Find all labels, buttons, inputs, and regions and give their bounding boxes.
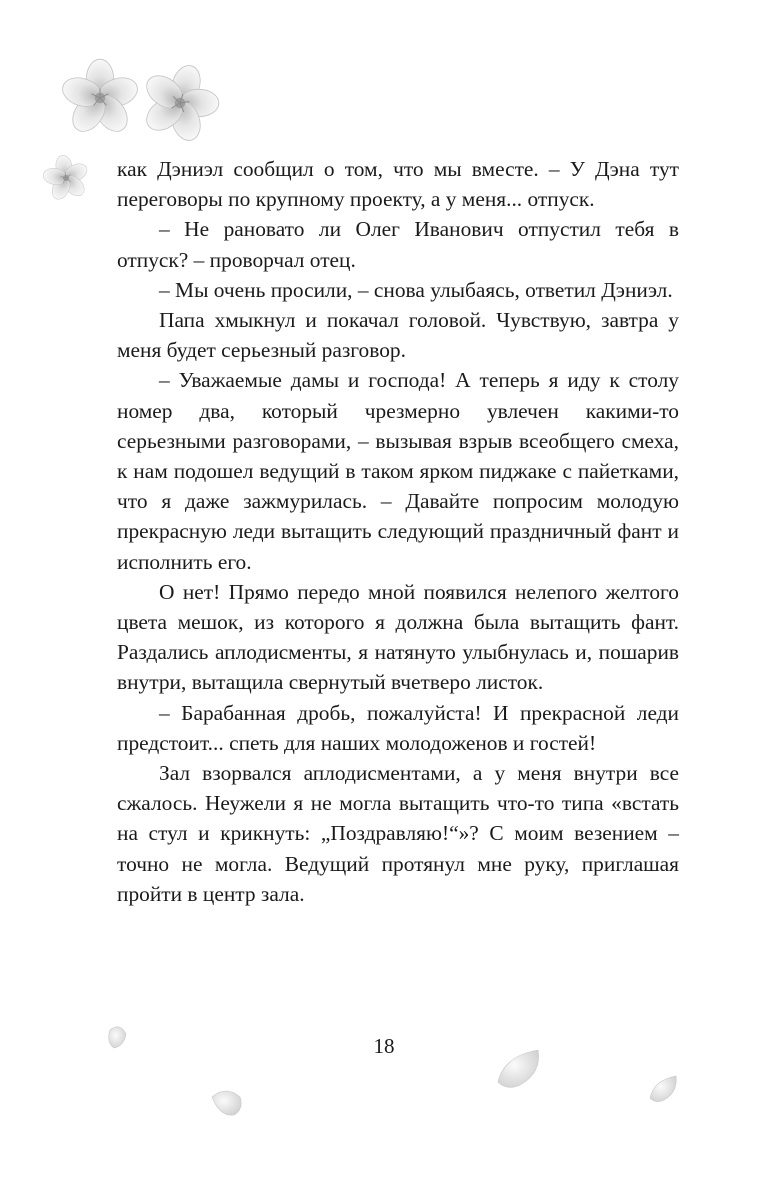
paragraph: Зал взорвался аплодисментами, а у меня внутри все сжалось. Неужели я не могла вытащить что-то типа «встать на стул и крикнуть: „Поздравляю!“»? С моим везением – точно не могла. Ведущий протянул мне руку, приглашая пройти в центр зала. xyxy=(117,761,679,906)
petal-icon xyxy=(650,1076,676,1102)
body-text xyxy=(117,154,679,909)
paragraph: – Уважаемые дамы и господа! А теперь я иду к столу номер два, который чрезмерно увлечен какими-то серьезными разговорами, – вызывая взрыв всеобщего смеха, к нам подошел ведущий в таком ярком пиджаке с пайетками, что я даже зажмурилась. – Давайте попросим молодую прекрасную леди вытащить следующий праздничный фант и исполнить его. xyxy=(117,368,679,574)
paragraph: – Мы очень просили, – снова улыбаясь, ответил Дэниэл. xyxy=(159,277,673,302)
cherry-blossom-icon xyxy=(38,151,94,205)
cherry-blossom-icon xyxy=(59,59,141,137)
cherry-blossom-icon xyxy=(129,53,232,153)
petal-icon xyxy=(212,1091,241,1115)
paragraph: О нет! Прямо передо мной появился нелепого желтого цвета мешок, из которого я должна была вытащить фант. Раздались аплодисменты, я натянуто улыбнулась и, пошарив внутри, вытащила свернутый вчетверо листок. xyxy=(117,579,679,695)
page-number: 18 xyxy=(373,1034,395,1058)
paragraph: – Не рановато ли Олег Иванович отпустил тебя в отпуск? – проворчал отец. xyxy=(117,217,679,272)
paragraph: как Дэниэл сообщил о том, что мы вместе. – У Дэна тут переговоры по крупному проекту, а у меня... отпуск. xyxy=(117,157,679,212)
paragraph: – Барабанная дробь, пожалуйста! И прекрасной леди предстоит... спеть для наших молодоженов и гостей! xyxy=(117,700,679,755)
paragraph: Папа хмыкнул и покачал головой. Чувствую, завтра у меня будет серьезный разговор. xyxy=(117,308,679,363)
